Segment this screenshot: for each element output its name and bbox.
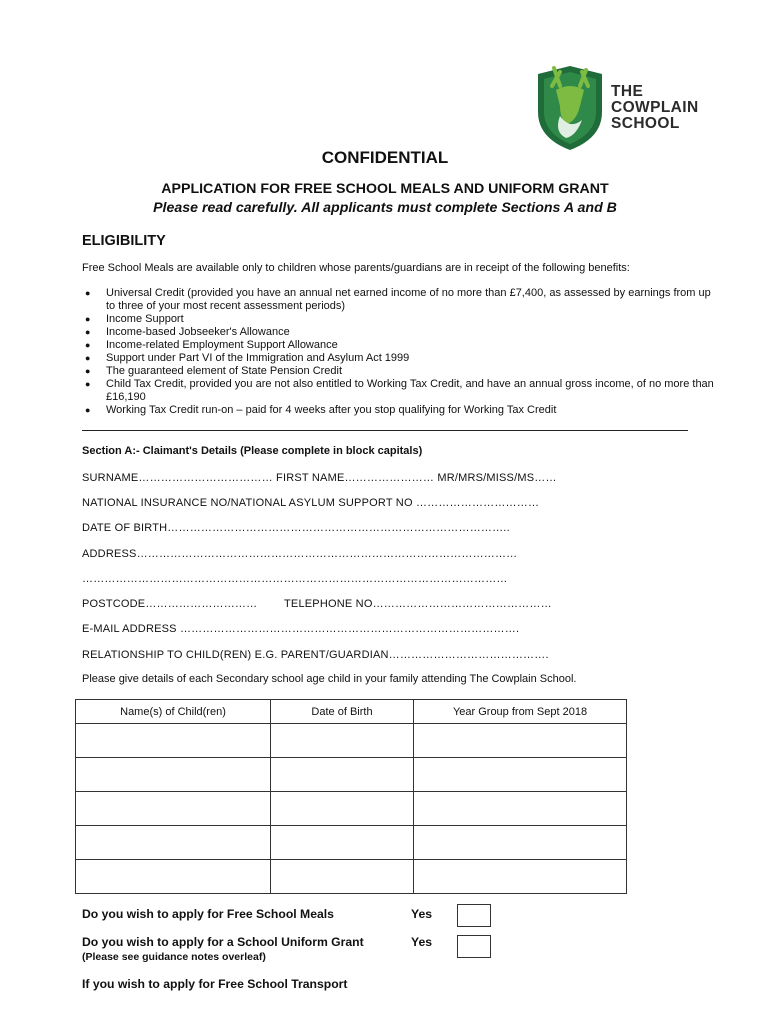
address-field[interactable]: ADDRESS………………………………………………………………………………………… [82, 548, 518, 560]
logo-wordmark [611, 84, 699, 132]
child-dob-cell[interactable] [271, 758, 414, 792]
uniform-grant-yes-checkbox[interactable] [457, 935, 491, 958]
benefits-list [82, 287, 722, 417]
free-transport-question: If you wish to apply for Free School Transport [82, 977, 348, 991]
child-dob-cell[interactable] [271, 724, 414, 758]
surname-firstname-field[interactable]: SURNAME……………………………… FIRST NAME…………………… MR/MRS/MISS/MS…… [82, 472, 557, 484]
table-row [76, 792, 627, 826]
postcode-field[interactable]: POSTCODE………………………… [82, 598, 258, 610]
column-header-dob: Date of Birth [271, 700, 414, 724]
uniform-grant-yes-label: Yes [411, 935, 433, 949]
children-table [75, 699, 627, 894]
address-field-line-2[interactable]: …………………………………………………………………………………………………… [82, 573, 508, 585]
table-row [76, 758, 627, 792]
free-meals-yes-label: Yes [411, 907, 433, 921]
column-header-year-group: Year Group from Sept 2018 [414, 700, 627, 724]
logo-line-1: THE [611, 83, 644, 100]
column-header-name: Name(s) of Child(ren) [76, 700, 271, 724]
child-dob-cell[interactable] [271, 792, 414, 826]
child-year-cell[interactable] [414, 860, 627, 894]
free-meals-question: Do you wish to apply for Free School Meals [82, 907, 334, 921]
bullet-icon: ● [85, 314, 91, 324]
list-item: ● Universal Credit (provided you have an annual net earned income of no more than £7,400, as assessed by earnings from up to three of your most recent assessment periods) [85, 287, 711, 312]
document-title: CONFIDENTIAL [321, 148, 449, 167]
bullet-icon: ● [85, 366, 91, 376]
section-divider [82, 430, 688, 431]
uniform-grant-question: Do you wish to apply for a School Uniform Grant [82, 935, 364, 949]
child-name-cell[interactable] [76, 860, 271, 894]
instruction-text: Please read carefully. All applicants must complete Sections A and B [153, 200, 617, 216]
list-item: ● Child Tax Credit, provided you are not also entitled to Working Tax Credit, and have an annual gross income, of no more than £16,190 [85, 378, 714, 403]
logo-line-3: SCHOOL [611, 115, 680, 132]
bullet-icon: ● [85, 405, 91, 415]
child-dob-cell[interactable] [271, 860, 414, 894]
free-meals-yes-checkbox[interactable] [457, 904, 491, 927]
list-item: ● Income-based Jobseeker's Allowance [85, 326, 290, 338]
list-item: ● The guaranteed element of State Pension Credit [85, 365, 343, 377]
document-subtitle: APPLICATION FOR FREE SCHOOL MEALS AND UNIFORM GRANT [161, 181, 609, 197]
table-header-row [76, 700, 627, 724]
section-a-heading: Section A:- Claimant's Details (Please complete in block capitals) [82, 445, 423, 457]
relationship-field[interactable]: RELATIONSHIP TO CHILD(REN) E.G. PARENT/GUARDIAN……………………………………. [82, 649, 549, 661]
email-field[interactable]: E-MAIL ADDRESS ………………………………………………………………………………. [82, 623, 520, 635]
child-dob-cell[interactable] [271, 826, 414, 860]
child-name-cell[interactable] [76, 792, 271, 826]
bullet-icon: ● [85, 288, 91, 298]
child-name-cell[interactable] [76, 758, 271, 792]
eligibility-heading: ELIGIBILITY [82, 233, 166, 249]
child-year-cell[interactable] [414, 724, 627, 758]
date-of-birth-field[interactable]: DATE OF BIRTH……………………………………………………………………………….. [82, 522, 510, 534]
school-logo [530, 60, 720, 152]
bullet-icon: ● [85, 340, 91, 350]
stag-crest-icon [530, 60, 610, 152]
bullet-icon: ● [85, 327, 91, 337]
list-item: ● Income Support [85, 313, 184, 325]
child-name-cell[interactable] [76, 724, 271, 758]
national-insurance-field[interactable]: NATIONAL INSURANCE NO/NATIONAL ASYLUM SUPPORT NO …………………………… [82, 497, 540, 509]
bullet-icon: ● [85, 379, 91, 389]
child-year-cell[interactable] [414, 758, 627, 792]
logo-line-2: COWPLAIN [611, 99, 699, 116]
bullet-icon: ● [85, 353, 91, 363]
table-row [76, 724, 627, 758]
child-year-cell[interactable] [414, 792, 627, 826]
eligibility-intro: Free School Meals are available only to children whose parents/guardians are in receipt of the following benefits: [82, 262, 630, 274]
child-year-cell[interactable] [414, 826, 627, 860]
list-item: ● Working Tax Credit run-on – paid for 4 weeks after you stop qualifying for Working Tax Credit [85, 404, 557, 416]
child-name-cell[interactable] [76, 826, 271, 860]
telephone-field[interactable]: TELEPHONE NO………………………………………… [284, 598, 552, 610]
uniform-guidance-note: (Please see guidance notes overleaf) [82, 951, 266, 963]
table-row [76, 826, 627, 860]
list-item: ● Income-related Employment Support Allowance [85, 339, 338, 351]
table-row [76, 860, 627, 894]
children-intro: Please give details of each Secondary school age child in your family attending The Cowplain School. [82, 673, 577, 685]
list-item: ● Support under Part VI of the Immigration and Asylum Act 1999 [85, 352, 410, 364]
